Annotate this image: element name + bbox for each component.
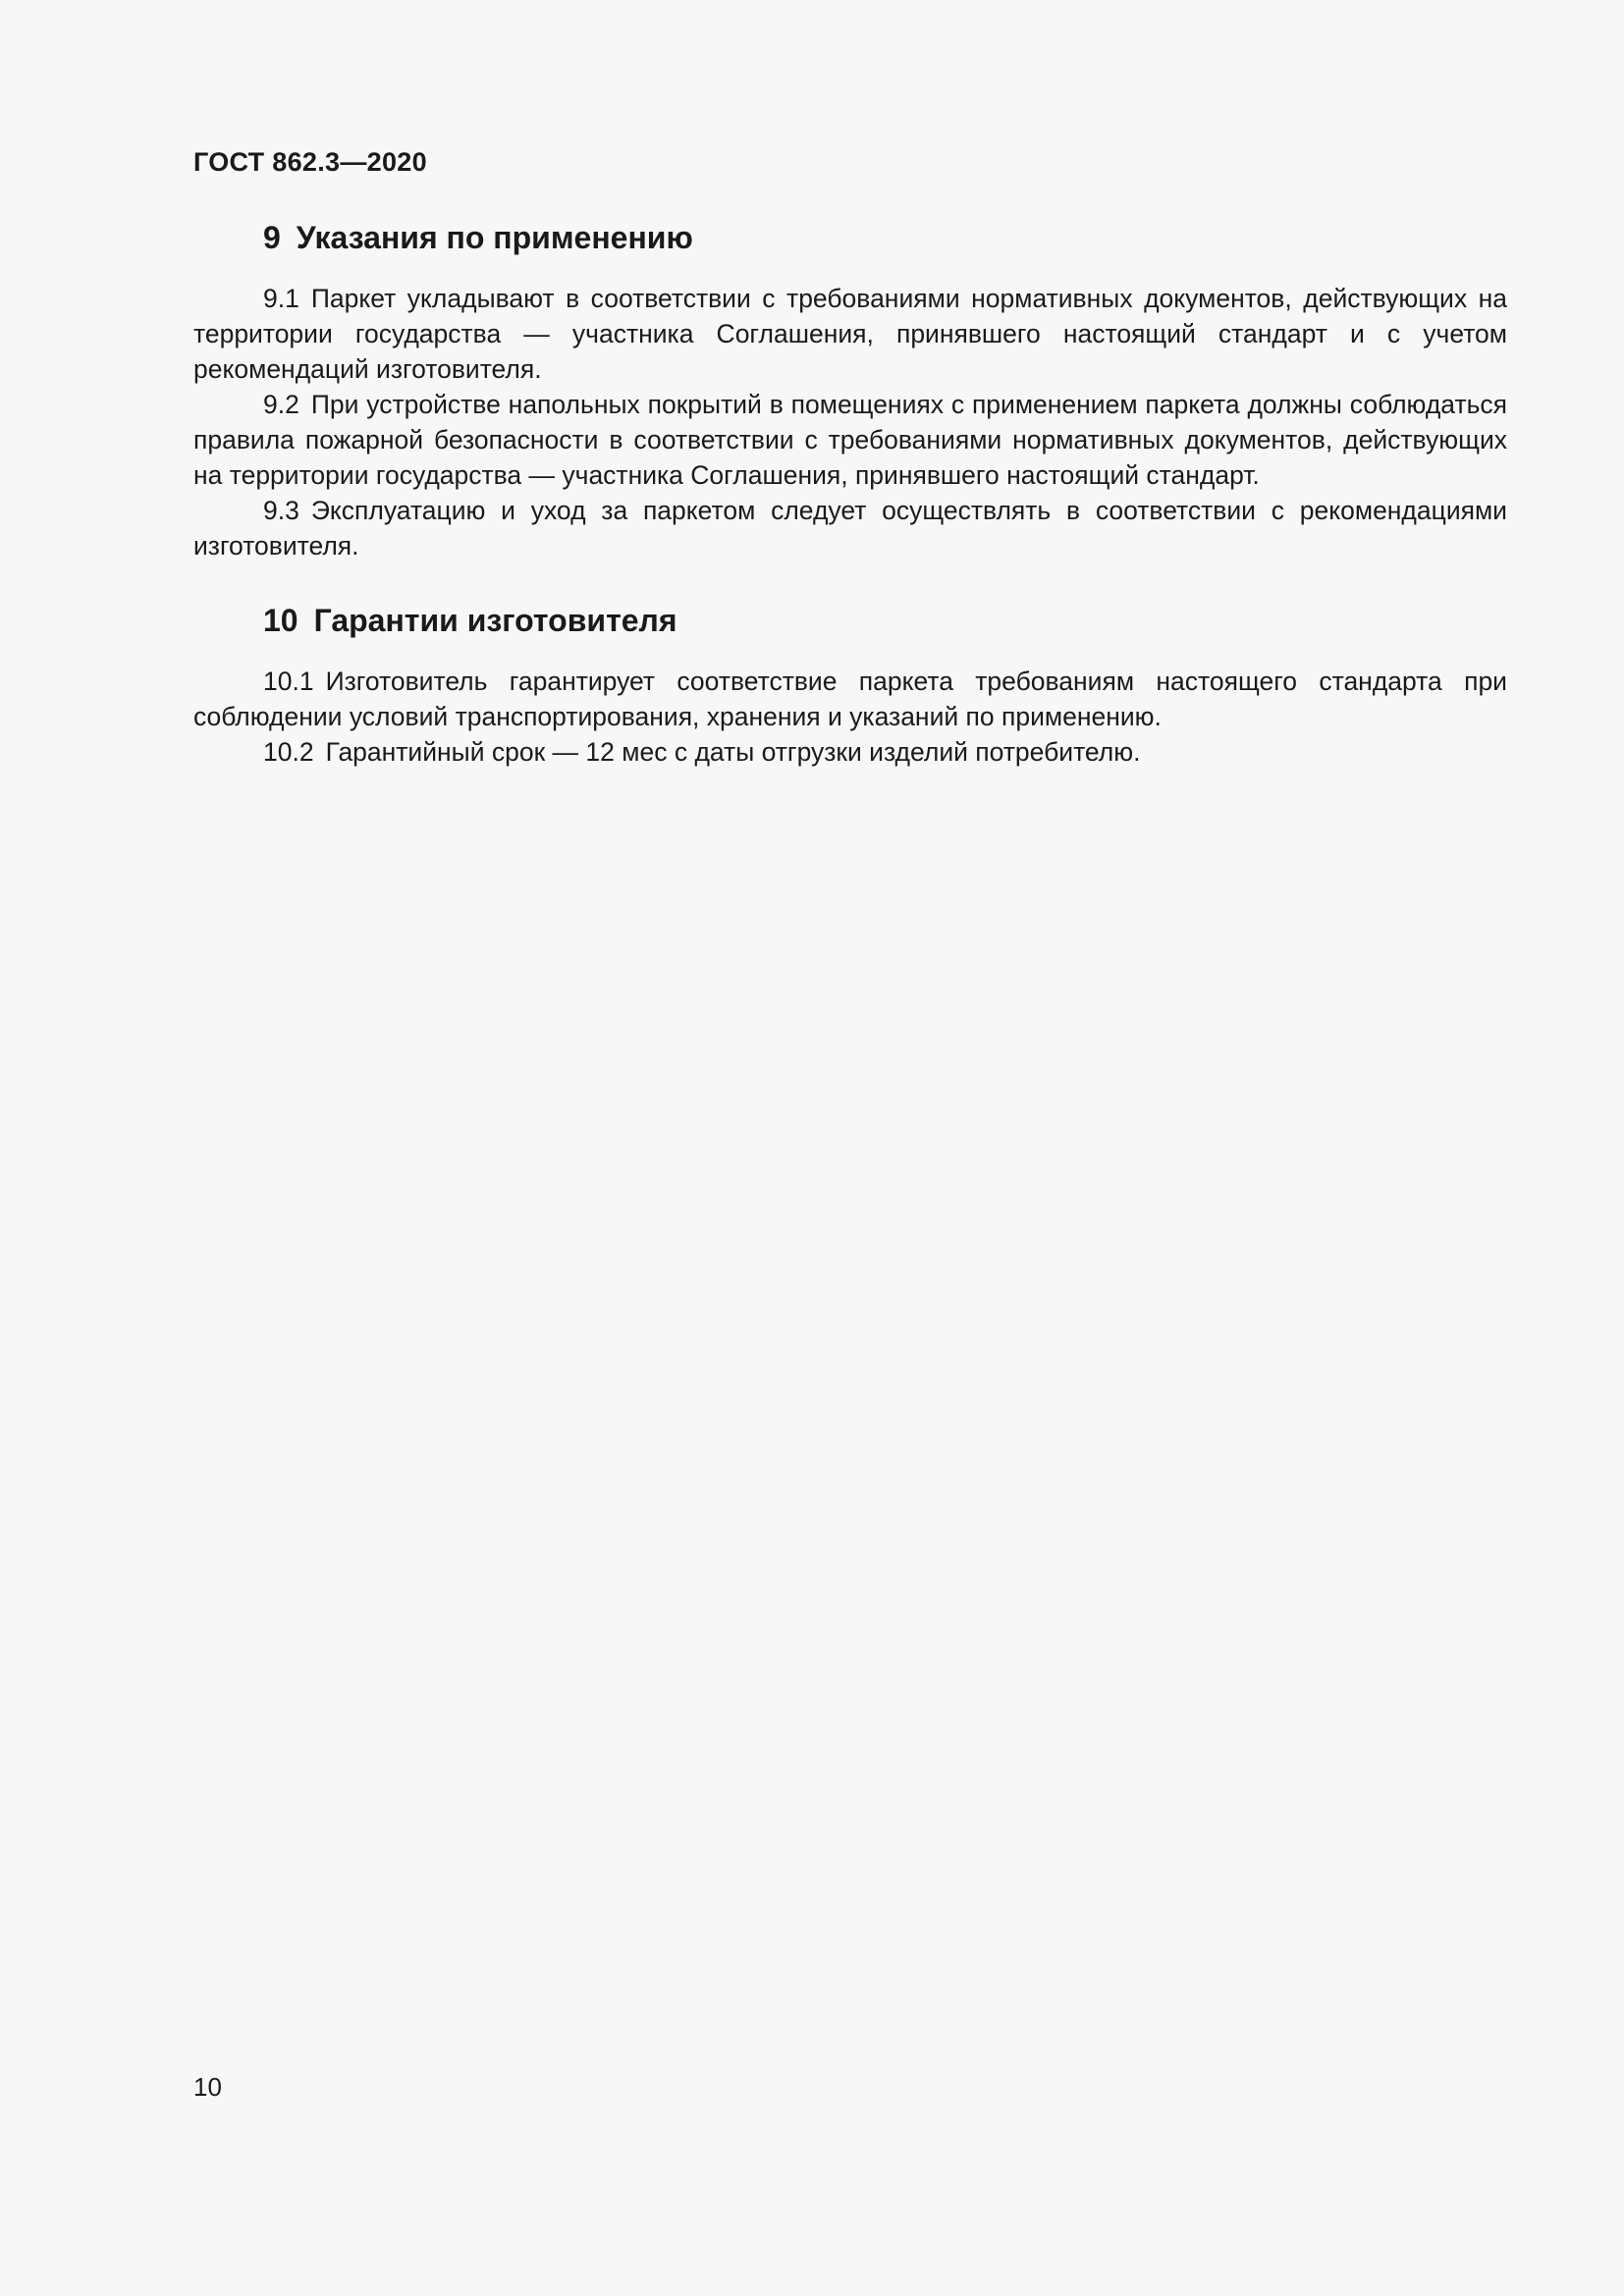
page-number: 10	[193, 2072, 222, 2102]
clause-9-2	[193, 387, 1507, 493]
clause-number: 10.2	[263, 737, 314, 767]
clause-number: 9.1	[263, 284, 299, 313]
section-title: Гарантии изготовителя	[313, 603, 677, 638]
clause-9-3	[193, 493, 1507, 563]
section-heading-10	[263, 601, 1507, 640]
clause-text: Изготовитель гарантирует соответствие паркета требованиям настоящего стандарта при соблюдении условий транспортирования, хранения и указаний по применению.	[193, 667, 1507, 731]
clause-text: Паркет укладывают в соответствии с требованиями нормативных документов, действующих на территории государства — участника Соглашения, принявшего настоящий стандарт и с учетом рекомендаций изготовителя.	[193, 284, 1507, 384]
clause-text: Гарантийный срок — 12 мес с даты отгрузки изделий потребителю.	[325, 737, 1141, 767]
clause-number: 9.3	[263, 496, 299, 525]
section-title: Указания по применению	[296, 220, 693, 255]
section-number: 10	[263, 603, 298, 638]
document-body	[193, 218, 1507, 770]
clause-text: При устройстве напольных покрытий в помещениях с применением паркета должны соблюдаться правила пожарной безопасности в соответствии с требованиями нормативных документов, действующих на территории государства — участника Соглашения, принявшего настоящий стандарт.	[193, 390, 1507, 490]
clause-text: Эксплуатацию и уход за паркетом следует осуществлять в соответствии с рекомендациями изготовителя.	[193, 496, 1507, 561]
section-heading-9	[263, 218, 1507, 257]
clause-number: 9.2	[263, 390, 299, 419]
document-code-header: ГОСТ 862.3—2020	[193, 147, 427, 177]
section-number: 9	[263, 220, 281, 255]
clause-number: 10.1	[263, 667, 314, 696]
clause-10-1	[193, 664, 1507, 734]
clause-9-1	[193, 281, 1507, 387]
clause-10-2	[193, 734, 1507, 770]
